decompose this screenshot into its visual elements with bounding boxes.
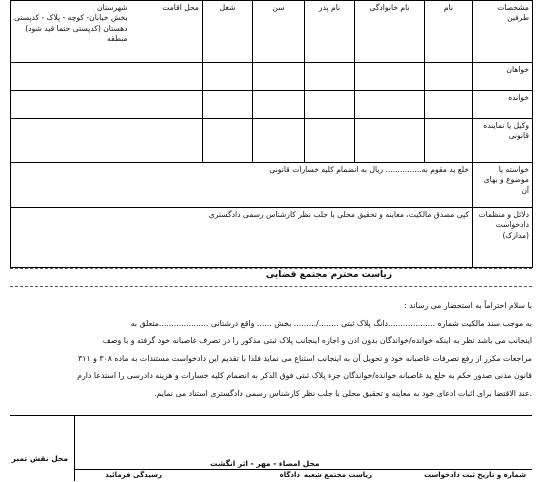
plaintiff-job-cell[interactable] bbox=[203, 63, 253, 91]
body-line-5: .عند الاقتضا برای اثبات ادعای خود به معاینه و تحقیق محلی با جلب نظر کارشناس رسمی دادگستری استناد می نمایم. bbox=[154, 388, 532, 398]
court-label: دادگاه bbox=[279, 471, 300, 479]
defendant-family-cell[interactable] bbox=[355, 91, 425, 119]
plaintiff-age-cell[interactable] bbox=[253, 63, 305, 91]
evidence-text[interactable]: کپی مصدق مالکیت، معاینه و تحقیق محلی با جلب نظر کارشناس رسمی دادگستری bbox=[11, 208, 473, 268]
body-line-1: به موجب سند مالکیت شماره ...................دانگ پلاک ثبتی ......../......... بخش ...... واقع درشتانی ....................متعلق به bbox=[130, 318, 532, 328]
header-row bbox=[11, 1, 533, 63]
claim-row bbox=[11, 163, 533, 208]
header-name: نام bbox=[425, 1, 473, 63]
plaintiff-label: خواهان bbox=[473, 63, 533, 91]
defendant-address-cell[interactable] bbox=[11, 91, 203, 119]
header-father: نام پدر bbox=[305, 1, 355, 63]
header-specs: مشخصات طرفین bbox=[473, 1, 533, 63]
registration-number-label: شماره و تاریخ ثبت دادخواست bbox=[423, 471, 526, 479]
defendant-name-cell[interactable] bbox=[425, 91, 473, 119]
review-label: رسیدگی فرمائید bbox=[105, 471, 162, 479]
plaintiff-name-cell[interactable] bbox=[425, 63, 473, 91]
body-line-2: اینجانب می باشد نظر به اینکه خوانده/خواندگان بدون اذن و اجازه اینجانب پلاک ثبتی مذکور را در تصرف غاصبانه خود گرفته و با وصف bbox=[102, 336, 532, 346]
address-line-4: منطقه bbox=[107, 33, 128, 43]
court-heading: ریاست محترم مجتمع قضایی bbox=[265, 270, 392, 280]
address-line-2: بخش خیابان- کوچه - پلاک - کدپستی bbox=[14, 13, 128, 23]
plaintiff-address-cell[interactable] bbox=[11, 63, 203, 91]
plaintiff-row bbox=[11, 63, 533, 91]
header-residence: محل اقامت bbox=[162, 3, 199, 12]
lawyer-address-cell[interactable] bbox=[11, 119, 203, 163]
registration-bar bbox=[74, 469, 532, 482]
body-line-3: مراجعات مکرر از رفع تصرفات غاصبانه خود و تحویل آن به اینجانب استناع می نماید فلذا با تقدیم این دادخواست مستندات به ماده ۳۰۸ و ۳۱۱ bbox=[78, 353, 532, 363]
lawyer-job-cell[interactable] bbox=[203, 119, 253, 163]
signature-label: محل امضاء - مهر - اثر انگشت bbox=[210, 459, 320, 468]
defendant-row bbox=[11, 91, 533, 119]
stamp-label: محل نقش تمبر bbox=[11, 454, 68, 463]
header-age: سن bbox=[253, 1, 305, 63]
header-job: شغل bbox=[203, 1, 253, 63]
divider-bottom bbox=[10, 286, 532, 287]
address-line-3: دهستان (کدپستی حتما قید شود) bbox=[25, 23, 128, 33]
lawyer-name-cell[interactable] bbox=[425, 119, 473, 163]
defendant-age-cell[interactable] bbox=[253, 91, 305, 119]
defendant-job-cell[interactable] bbox=[203, 91, 253, 119]
lawyer-age-cell[interactable] bbox=[253, 119, 305, 163]
claim-text[interactable]: خلع ید مقوم به............... ریال به انضمام کلیه خسارات قانونی bbox=[11, 163, 473, 208]
lawyer-family-cell[interactable] bbox=[355, 119, 425, 163]
lawyer-row bbox=[11, 119, 533, 163]
lawyer-father-cell[interactable] bbox=[305, 119, 355, 163]
footer-section bbox=[10, 415, 532, 481]
stamp-box bbox=[10, 416, 75, 481]
evidence-label: دلائل و منظمات دادخواست (مدارک) bbox=[473, 208, 533, 268]
divider-top bbox=[10, 268, 532, 269]
petition-body bbox=[10, 297, 532, 402]
defendant-label: خوانده bbox=[473, 91, 533, 119]
body-line-4: قانون مدنی صدور حکم به خلع ید غاصبانه خوانده/خواندگان جزء پلاک ثبتی فوق الذکر به انضمام کلیه خسارات و هزینه دادرسی را استدعا دارم bbox=[77, 371, 532, 381]
greeting: با سلام احتراماً به استحضار می رساند : bbox=[404, 301, 532, 310]
parties-table bbox=[10, 0, 533, 268]
evidence-row bbox=[11, 208, 533, 268]
defendant-father-cell[interactable] bbox=[305, 91, 355, 119]
lawyer-label: وکیل یا نماینده قانونی bbox=[473, 119, 533, 163]
claim-label: خواسته یا موضوع و بهای آن bbox=[473, 163, 533, 208]
header-address bbox=[11, 1, 203, 63]
plaintiff-father-cell[interactable] bbox=[305, 63, 355, 91]
header-family: نام خانوادگی bbox=[355, 1, 425, 63]
address-line-1: شهرستان bbox=[96, 3, 128, 12]
complex-branch-label: ریاست مجتمع شعبه bbox=[303, 471, 372, 479]
plaintiff-family-cell[interactable] bbox=[355, 63, 425, 91]
